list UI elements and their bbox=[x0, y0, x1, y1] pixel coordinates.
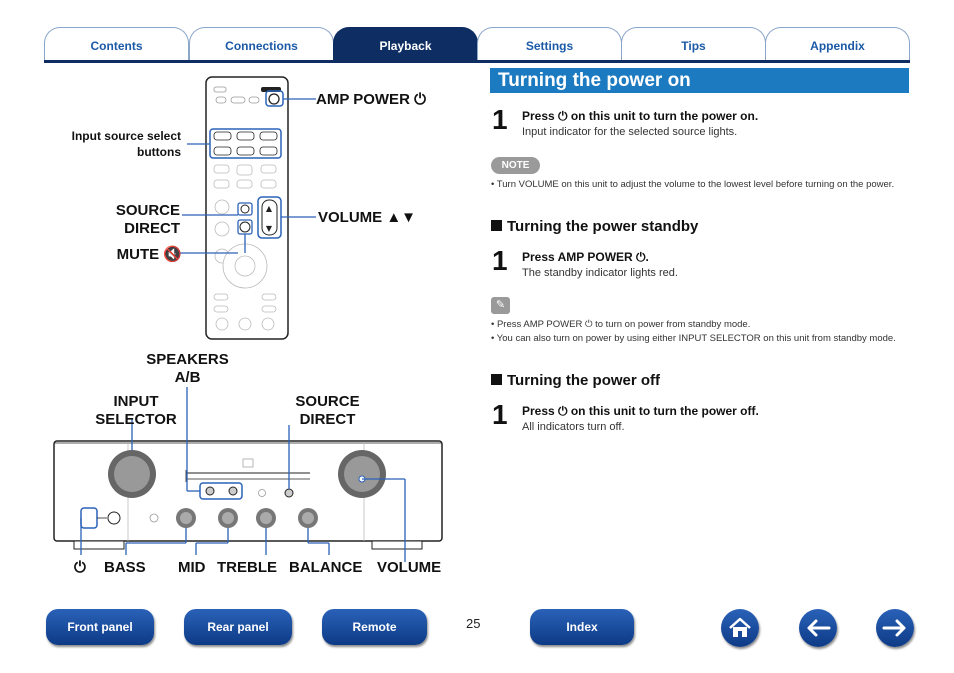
off-step-number: 1 bbox=[492, 399, 508, 430]
tab-bar bbox=[44, 27, 910, 61]
source-direct-remote-label bbox=[100, 202, 180, 238]
source-direct-unit-line2: DIRECT bbox=[299, 411, 356, 428]
volume-remote-label: VOLUME ▲▼ bbox=[318, 209, 417, 226]
bass-label: BASS bbox=[104, 559, 146, 576]
home-icon bbox=[728, 617, 752, 639]
forward-button[interactable] bbox=[876, 609, 914, 647]
standby-step-number: 1 bbox=[492, 245, 508, 276]
square-bullet-icon bbox=[491, 374, 502, 385]
mid-label: MID bbox=[178, 559, 206, 576]
speakers-ab-label bbox=[140, 351, 235, 387]
front-panel-button[interactable]: Front panel bbox=[46, 609, 154, 645]
volume-unit-label: VOLUME bbox=[377, 559, 442, 576]
input-source-select-line1: Input source select bbox=[71, 129, 181, 143]
source-direct-remote-line2: DIRECT bbox=[124, 220, 180, 237]
off-step-description: All indicators turn off. bbox=[522, 421, 625, 433]
input-selector-line1: INPUT bbox=[113, 393, 159, 410]
tab-tips[interactable]: Tips bbox=[621, 27, 766, 61]
square-bullet-icon bbox=[491, 220, 502, 231]
standby-heading bbox=[491, 218, 698, 235]
tab-settings[interactable]: Settings bbox=[477, 27, 622, 61]
input-selector-line2: SELECTOR bbox=[95, 411, 177, 428]
input-selector-label bbox=[86, 393, 186, 429]
amp-power-label: AMP POWER ⏻ bbox=[316, 91, 426, 108]
standby-step-heading: Press AMP POWER ⏻. bbox=[522, 250, 649, 264]
page-number: 25 bbox=[466, 616, 481, 631]
step-heading: Press ⏻ on this unit to turn the power on. bbox=[522, 109, 759, 123]
balance-label: BALANCE bbox=[289, 559, 363, 576]
step-description: Input indicator for the selected source lights. bbox=[522, 126, 738, 138]
tab-contents[interactable]: Contents bbox=[44, 27, 189, 61]
standby-tip-1: • Press AMP POWER ⏻ to turn on power from standby mode. bbox=[491, 319, 751, 330]
tab-playback[interactable]: Playback bbox=[333, 27, 478, 61]
tab-connections[interactable]: Connections bbox=[189, 27, 334, 61]
source-direct-unit-line1: SOURCE bbox=[295, 393, 360, 410]
svg-text:▼: ▼ bbox=[265, 224, 273, 233]
standby-step-description: The standby indicator lights red. bbox=[522, 267, 678, 279]
source-direct-unit-label bbox=[280, 393, 375, 429]
source-direct-remote-line1: SOURCE bbox=[115, 202, 180, 219]
input-source-select-line2: buttons bbox=[137, 145, 181, 159]
speakers-line2: A/B bbox=[174, 369, 201, 386]
note-text: • Turn VOLUME on this unit to adjust the volume to the lowest level before turning on the power. bbox=[491, 179, 895, 190]
off-step-heading: Press ⏻ on this unit to turn the power off. bbox=[522, 404, 759, 418]
pencil-icon: ✎ bbox=[491, 297, 510, 314]
tab-underline bbox=[44, 60, 910, 63]
remote-button[interactable]: Remote bbox=[322, 609, 427, 645]
standby-tip-2: • You can also turn on power by using either INPUT SELECTOR on this unit from standby mode. bbox=[491, 333, 896, 344]
back-arrow-icon bbox=[805, 618, 831, 638]
unit-front-panel-illustration bbox=[44, 355, 484, 565]
note-badge: NOTE bbox=[491, 157, 540, 174]
power-symbol-label: ⏻ bbox=[74, 559, 86, 576]
svg-text:▲: ▲ bbox=[265, 204, 273, 213]
off-heading-text: Turning the power off bbox=[507, 372, 661, 389]
home-button[interactable] bbox=[721, 609, 759, 647]
off-heading bbox=[491, 372, 660, 389]
step-number: 1 bbox=[492, 104, 508, 135]
index-button[interactable]: Index bbox=[530, 609, 634, 645]
standby-heading-text: Turning the power standby bbox=[507, 218, 699, 235]
speakers-line1: SPEAKERS bbox=[146, 351, 229, 368]
input-source-select-label bbox=[40, 128, 181, 160]
treble-label: TREBLE bbox=[217, 559, 277, 576]
forward-arrow-icon bbox=[882, 618, 908, 638]
rear-panel-button[interactable]: Rear panel bbox=[184, 609, 292, 645]
section-title: Turning the power on bbox=[490, 68, 909, 93]
tab-appendix[interactable]: Appendix bbox=[765, 27, 910, 61]
mute-label: MUTE 🔇 bbox=[116, 246, 182, 263]
back-button[interactable] bbox=[799, 609, 837, 647]
